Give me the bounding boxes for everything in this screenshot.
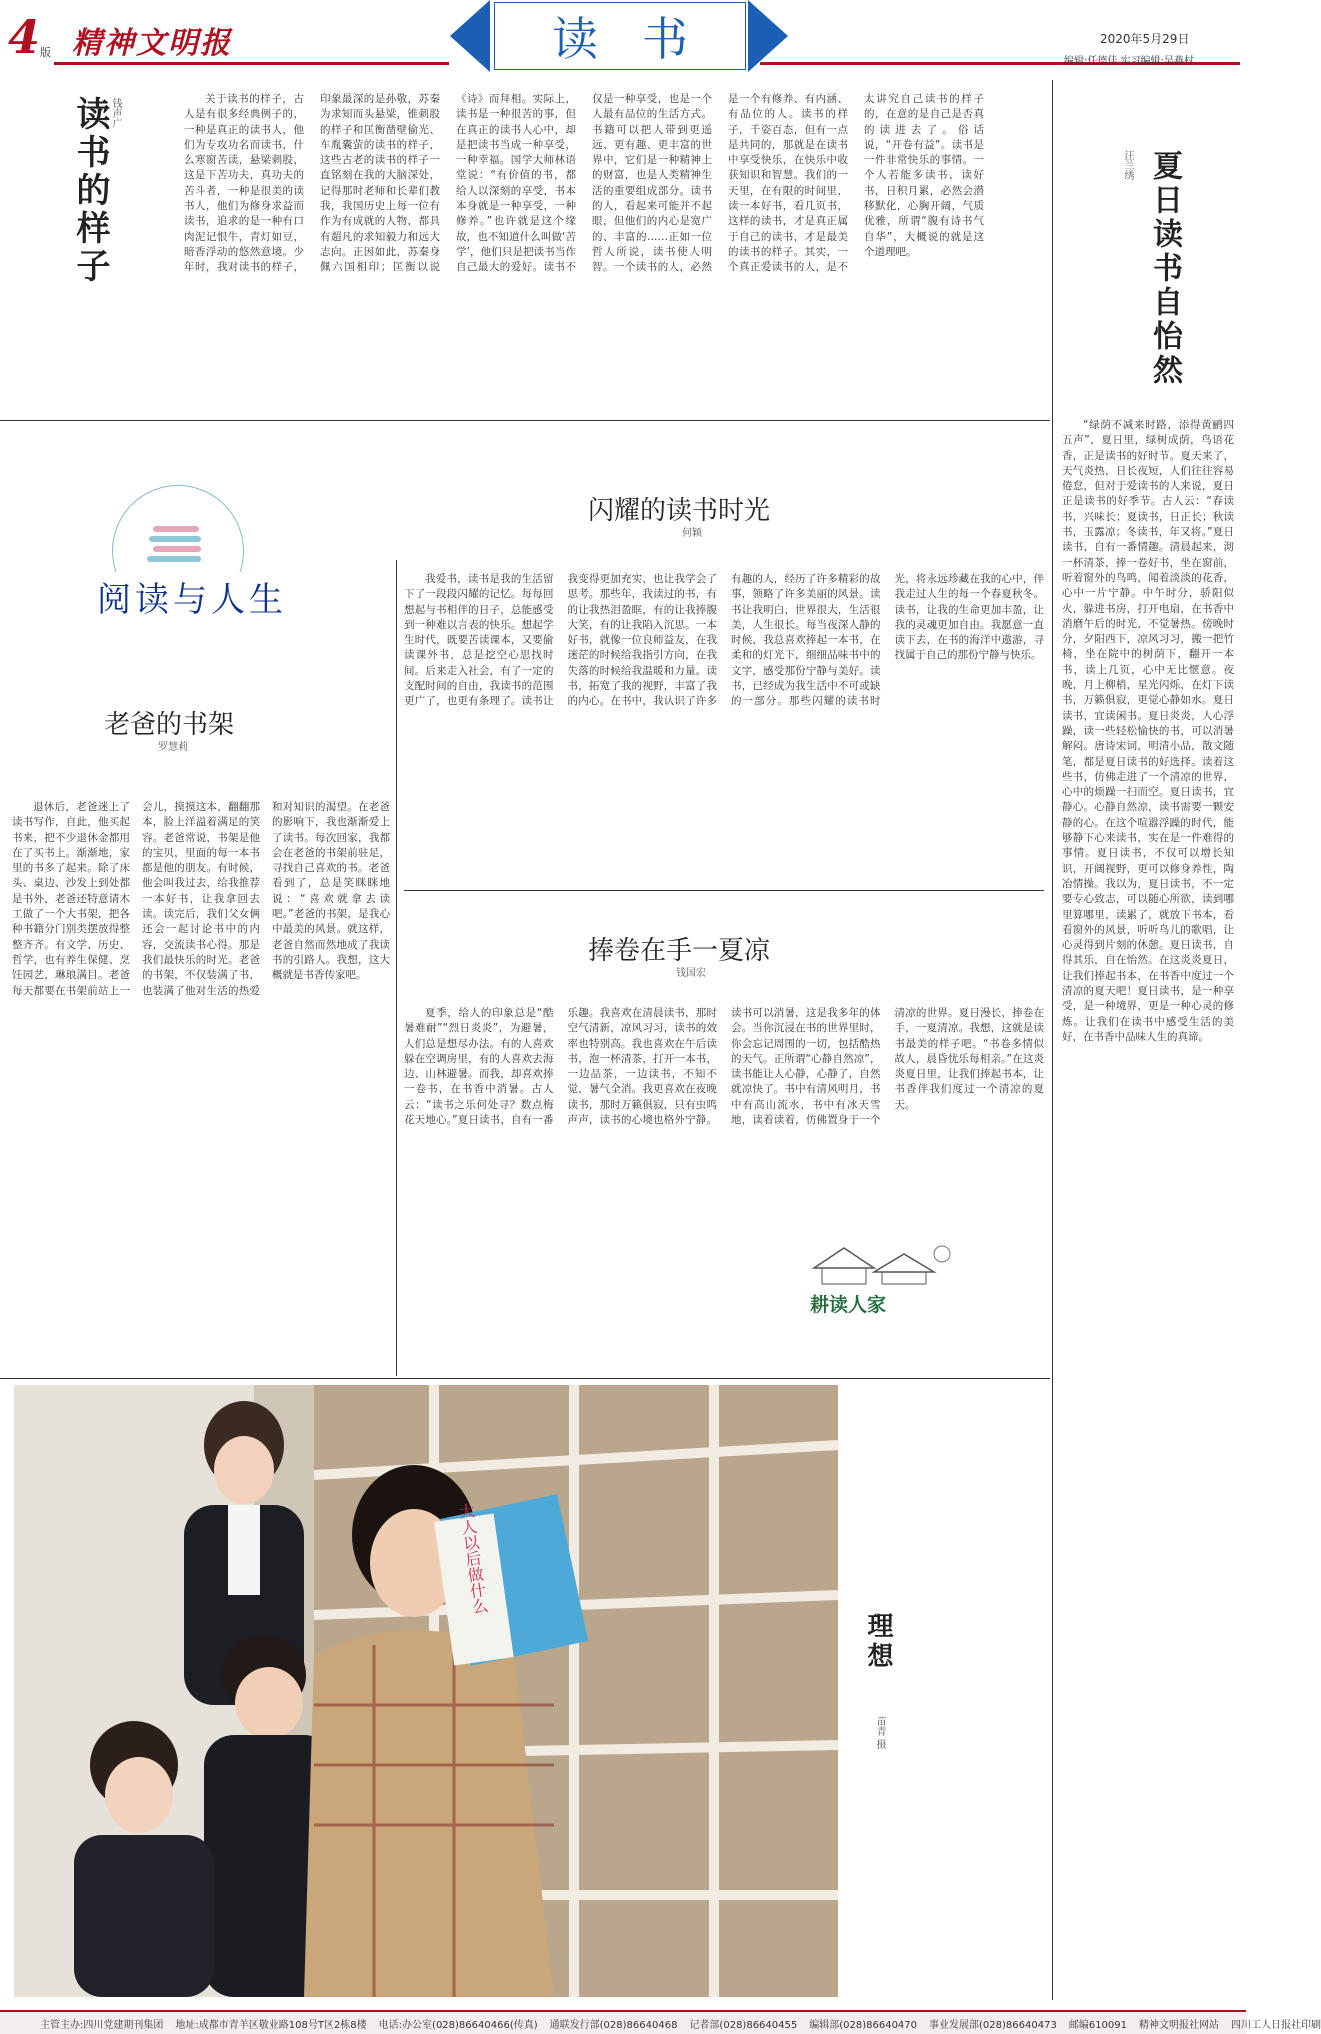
article-paragraph: 退休后，老爸迷上了读书写作，自此，他买起书来，把不少退休金都用在了买书上。渐渐地，家里的书多了起来。除了床头、桌边、沙发上到处都是书外，老爸还特意请木工做了一个大书架，把各种书籍分门别类摆放得整整齐齐。有文学、历史、哲学，也有养生保健、烹饪园艺，琳琅满目。老爸每天都要在书架前站上一会儿，摸摸这本，翻翻那本，脸上洋溢着满足的笑容。老爸常说，书架是他的宝贝，里面的每一本书都是他的朋友。有时候，他会叫我过去，给我推荐一本好书，让我拿回去读。读完后，我们父女俩还会一起讨论书中的内容，交流读书心得。那是我们最快乐的时光。老爸的书架，不仅装满了书，也装满了他对生活的热爱和对知识的渴望。在老爸的影响下，我也渐渐爱上了读书。每次回家，我都会在老爸的书架前驻足，寻找自己喜欢的书。老爸看到了，总是笑眯眯地说：“喜欢就拿去读吧。”老爸的书架，是我心中最美的风景。就这样，老爸自然而然地成了我读书的引路人。我想，这大概就是书香传家吧。 xyxy=(12,801,390,997)
article-author: 汪兰绣 xyxy=(1122,150,1133,180)
footer-item: 事业发展部(028)86640473 xyxy=(929,2019,1057,2031)
footer-item: 地址:成都市青羊区敬业路108号T区2栋8楼 xyxy=(175,2019,367,2031)
article-paragraph: 夏季，给人的印象总是“酷暑难耐”“烈日炎炎”，为避暑，人们总是想尽办法。有的人喜欢躲在空调房里，有的人喜欢去海边、山林避暑。而我，却喜欢捧一卷书，在书香中消暑。古人云：“读书之乐何处寻？数点梅花天地心。”夏日读书，自有一番乐趣。我喜欢在清晨读书，那时空气清新，凉风习习，读书的效率也特别高。我也喜欢在午后读书，泡一杯清茶，打开一本书，一边品茶，一边读书，不知不觉，暑气全消。我更喜欢在夜晚读书，那时万籁俱寂，只有虫鸣声声，读书的心境也格外宁静。读书可以消暑，这是我多年的体会。当你沉浸在书的世界里时，你会忘记周围的一切，包括酷热的天气。正所谓“心静自然凉”，读书能让人心静，心静了，自然就凉快了。书中有清风明月，书中有高山流水，书中有冰天雪地，读着读着，仿佛置身于一个清凉的世界。夏日漫长，捧卷在手，一夏清凉。我想，这就是读书最美的样子吧。“书卷多情似故人，晨昏忧乐每相亲。”在这炎炎夏日里，让我们捧起书本，让书香伴我们度过一个清凉的夏天。 xyxy=(404,1007,1044,1127)
footer-item: 精神文明报社网站 xyxy=(1139,2019,1220,2031)
article-author: 罗慧莉 xyxy=(158,742,188,753)
article-body xyxy=(1062,418,1234,1998)
footer-item: 电话:办公室(028)86640466(传真) xyxy=(378,2019,538,2031)
article-author: 何颖 xyxy=(682,528,702,539)
book-icon xyxy=(147,556,201,562)
article-body xyxy=(404,572,1044,880)
footer-item: 四川工人日报社印刷 xyxy=(1231,2019,1321,2031)
page-footer xyxy=(0,2010,1321,2034)
arrow-left-icon xyxy=(450,0,490,72)
page-header xyxy=(0,0,1246,78)
book-icon xyxy=(149,536,201,542)
divider xyxy=(0,420,1050,421)
photo-caption-title: 理想 xyxy=(863,1612,893,1672)
masthead: 精神文明报 xyxy=(72,26,232,61)
divider xyxy=(1052,80,1053,2000)
article-title: 捧卷在手一夏凉 xyxy=(588,936,771,966)
photo xyxy=(14,1385,838,1997)
editors-line: 编辑:任德佳 实习编辑:吴燕村 xyxy=(1064,56,1194,67)
article-title: 夏日读书自怡然 xyxy=(1147,150,1182,388)
article-body xyxy=(12,800,390,1366)
article-paragraph: 我爱书，读书是我的生活留下了一段段闪耀的记忆。每每回想起与书相伴的日子，总能感受到一种难以言表的快乐。想起学生时代，既要苦读课本，又要偷读课外书，总是挖空心思找时间。后来走入社会，有了一定的支配时间的自由，我读书的范围更广了，也更有条理了。读书让我变得更加充实，也让我学会了思考。那些年，我读过的书，有的让我热泪盈眶，有的让我捧腹大笑，有的让我陷入沉思。一本好书，就像一位良师益友，在我迷茫的时候给我指引方向，在我失落的时候给我温暖和力量。读书，拓宽了我的视野，丰富了我的内心。在书中，我认识了许多有趣的人，经历了许多精彩的故事，领略了许多美丽的风景。读书让我明白，世界很大，生活很美，人生很长。每当夜深人静的时候，我总喜欢捧起一本书，在柔和的灯光下，细细品味书中的文字，感受那份宁静与美好。读书，已经成为我生活中不可或缺的一部分。那些闪耀的读书时光，将永远珍藏在我的心中，伴我走过人生的每一个春夏秋冬。读书，让我的生命更加丰盈，让我的灵魂更加自由。我愿意一直读下去，在书的海洋中遨游，寻找属于自己的那份宁静与快乐。 xyxy=(404,573,1044,708)
footer-item: 记者部(028)86640455 xyxy=(689,2019,798,2031)
article-paragraph: “绿荫不减来时路，添得黄鹂四五声”，夏日里，绿树成荫，鸟语花香，正是读书的好时节。夏天来了，天气炎热，日长夜短，人们往往容易倦怠，但对于爱读书的人来说，夏日正是读书的好季节。古人云：“春读书，兴味长；夏读书，日正长；秋读书，玉露凉；冬读书，年又将。”夏日读书，自有一番情趣。清晨起来，沏一杯清茶，捧一卷好书，坐在窗前，听着窗外的鸟鸣，闻着淡淡的花香，心中一片宁静。中午时分，骄阳似火，躲进书房，打开电扇，在书香中消磨午后的时光，不觉暑热。傍晚时分，夕阳西下，凉风习习，搬一把竹椅，坐在院中的树荫下，翻开一本书，读上几页，心中无比惬意。夜晚，月上柳梢，星光闪烁，在灯下读书，万籁俱寂，更觉心静如水。夏日读书，宜读闲书。夏日炎炎，人心浮躁，读一些轻松愉快的书，可以消暑解闷。唐诗宋词，明清小品，散文随笔，都是夏日读书的好选择。读着这些书，仿佛走进了一个清凉的世界，心中的烦躁一扫而空。夏日读书，宜静心。心静自然凉，读书需要一颗安静的心。在这个喧嚣浮躁的时代，能够静下心来读书，实在是一件难得的事情。夏日读书，不仅可以增长知识，开阔视野，更可以修身养性，陶冶情操。我以为，夏日读书，不一定要专心致志，可以随心所欲，读到哪里算哪里，读累了，就放下书本，看看窗外的风景，听听鸟儿的歌唱，让心灵得到片刻的休憩。夏日读书，自得其乐，自在怡然。在这炎炎夏日，让我们捧起书本，在书香中度过一个清凉的夏天吧！夏日读书，是一种享受，是一种境界，更是一种心灵的修炼。让我们在读书中感受生活的美好，在书香中品味人生的真谛。 xyxy=(1062,419,1234,1043)
house-illustration xyxy=(804,1228,954,1288)
issue-date: 2020年5月29日 xyxy=(1100,32,1190,46)
divider xyxy=(404,890,1044,891)
divider xyxy=(396,560,397,1376)
footer-item: 邮编610091 xyxy=(1068,2019,1128,2031)
column-badge: 耕读人家 xyxy=(810,1294,887,1316)
photo-credit: 苗青 摄 xyxy=(874,1716,885,1750)
header-rule-left xyxy=(54,62,449,65)
book-icon xyxy=(153,546,201,552)
article-author: 钱国宏 xyxy=(676,968,706,979)
article-body xyxy=(404,1006,1044,1368)
footer-item: 通联发行部(028)86640468 xyxy=(549,2019,678,2031)
article-author: 钱声广 xyxy=(110,98,121,128)
book-icon xyxy=(153,526,199,532)
divider xyxy=(0,1378,1050,1379)
footer-item: 主管主办:四川党建期刊集团 xyxy=(40,2019,164,2031)
page-suffix: 版 xyxy=(40,46,51,59)
column-logo-text: 阅读与人生 xyxy=(95,572,289,621)
section-title: 读书 xyxy=(552,12,732,66)
article-title: 闪耀的读书时光 xyxy=(588,496,771,526)
article-body xyxy=(184,92,984,412)
section-banner xyxy=(494,2,746,70)
page-number: 4 xyxy=(8,10,41,64)
footer-item: 编辑部(028)86640470 xyxy=(809,2019,918,2031)
article-title: 老爸的书架 xyxy=(104,710,235,740)
photo-book-title: 大人以后做什么 xyxy=(455,1501,490,1616)
article-paragraph: 关于读书的样子，古人是有很多经典例子的，一种是真正的读书人，他们为专攻功名而读书，什么寒窗苦读，悬梁刺股，这是下苦功夫，真功夫的苦斗者，一种是很美的读书人，他们为修身求益而读书，追求的是一种有口肉泥记恨牛，青灯如豆，暗香浮动的悠然意境。少年时，我对读书的样子，印象最深的是孙敬，苏秦为求知而头悬梁，锥刺股的样子和匡衡凿壁偷光、车胤囊萤的读书的样子，这些古老的读书的样子一直铭刻在我的大脑深处，记得那时老师和长辈们教我，我国历史上每一位有作为有成就的人物，都具有超凡的求知毅力和远大志向。正因如此，苏秦身佩六国相印；匡衡以说《诗》而拜相。实际上，读书是一种很苦的事，但在真正的读书人心中，却是把读书当成一种享受，一种幸福。国学大师林语堂说：“有价值的书，都给人以深刻的享受，书本本身就是一种享受，一种修养。”也许就是这个缘故，也不知道什么叫做‘苦学’，他们只是把读书当作自己最大的爱好。读书不仅是一种享受，也是一个人最有品位的生活方式。书籍可以把人带到更遥远、更有趣、更丰富的世界中，它们是一种精神上的财富，也是人类精神生活的重要组成部分。读书的人，看起来可能并不起眼，但他们的内心是宽广的、丰富的……正如一位哲人所说，读书使人明智。一个读书的人，必然是一个有修养、有内涵、有品位的人。读书的样子，千姿百态，但有一点是共同的，那就是在读书中享受快乐，在快乐中收获知识和智慧。我们的一天里，在有限的时间里，读一本好书，看几页书，这样的读书，才是真正属于自己的读书，才是最美的读书的样子。其实，一个真正爱读书的人，是不太讲究自己读书的样子的，在意的是自己是否真的读进去了。俗话说，“开卷有益”。读书是一件非常快乐的事情。一个人若能多读书，读好书，日积月累，必然会潜移默化，心胸开阔，气质优雅，所谓“腹有诗书气自华”，大概说的就是这个道理吧。 xyxy=(184,93,984,274)
article-title: 读书的样子 xyxy=(70,96,110,286)
